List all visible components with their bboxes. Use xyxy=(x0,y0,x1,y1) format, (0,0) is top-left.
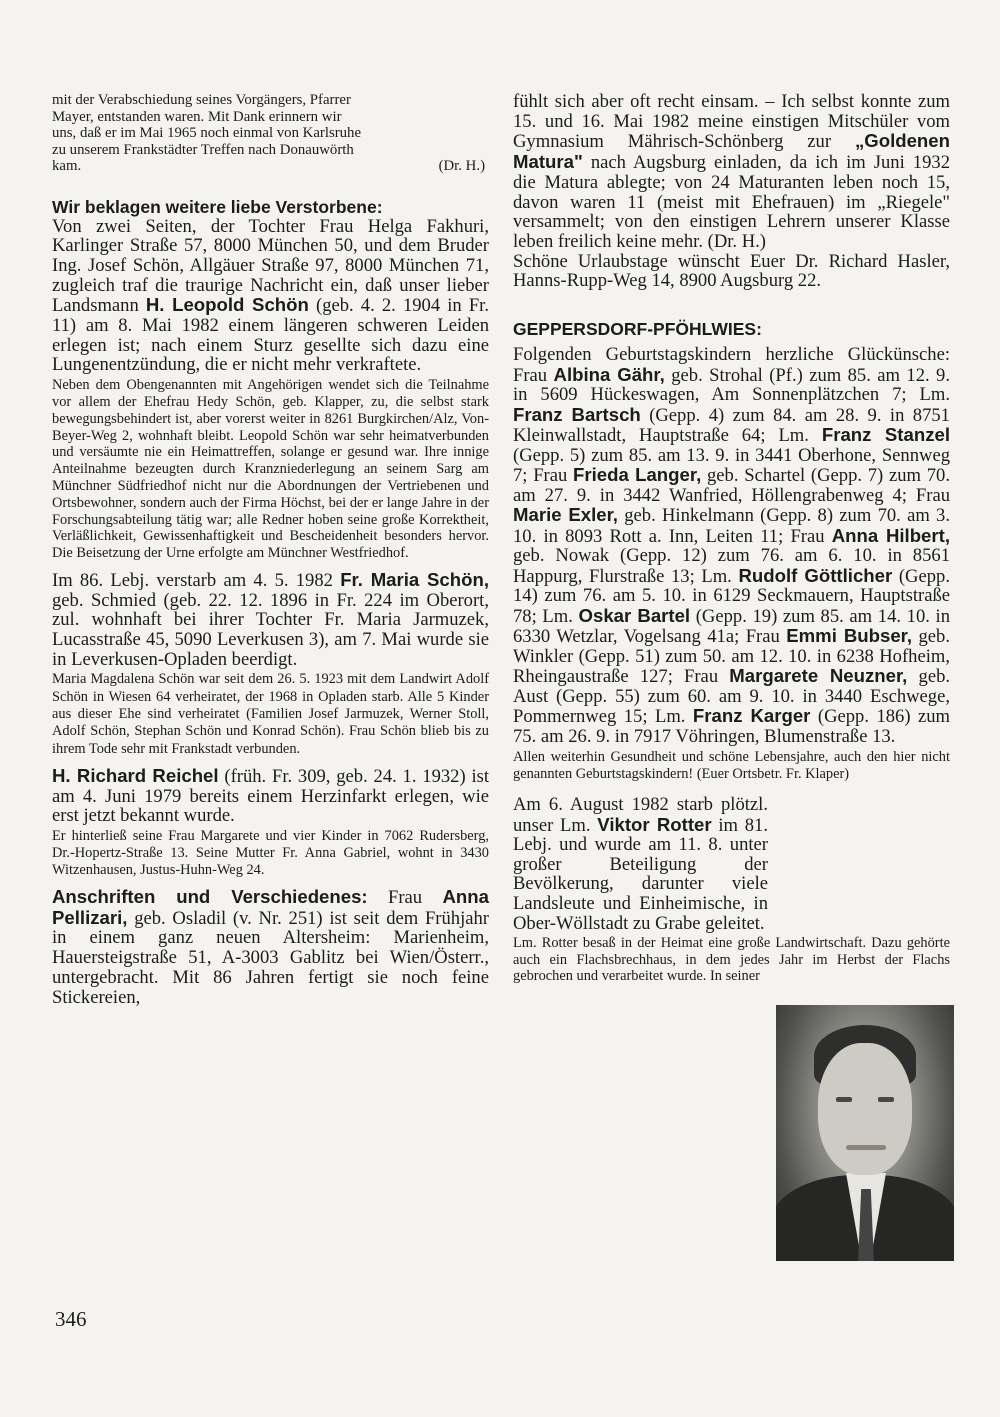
text-line: Mayer, entstanden waren. Mit Dank erinnern wir xyxy=(52,108,342,125)
heading-deceased: Wir beklagen weitere liebe Verstorbene: xyxy=(52,196,383,217)
paragraph-intro xyxy=(52,92,489,175)
person-name: Franz Karger xyxy=(692,705,811,727)
paragraph-birthdays: Folgenden Geburtstagskindern herzliche Glückünsche: Frau Albina Gähr, geb. Strohal (Pf.) zum 85. am 12. 9. in 5609 Hückeswagen, Am Sonnenplätzchen 7; Lm. Franz Bartsch (Gepp. 4) zum 84. am 28. 9. in 8751 Kleinwallstadt, Hauptstraße 64; Lm. Franz Stanzel (Gepp. 5) zum 85. am 13. 9. in 3441 Oberhone, Sennweg 7; Frau Frieda Langer, geb. Schartel (Gepp. 7) zum 70. am 27. 9. in 3442 Wanfried, Höllengrabenweg 4; Frau Marie Exler, geb. Hinkelmann (Gepp. 8) zum 70. am 3. 10. in 8093 Rott a. Inn, Leiten 11; Frau Anna Hilbert, geb. Nowak (Gepp. 12) zum 76. am 6. 10. in 8561 Happurg, Flurstraße 13; Lm. Rudolf Göttlicher (Gepp. 14) zum 76. am 5. 10. in 6129 Seckmauern, Hauptstraße 78; Lm. Oskar Bartel (Gepp. 19) zum 85. am 14. 10. in 6330 Wetzlar, Vogelsang 41a; Frau Emmi Bubser, geb. Winkler (Gepp. 51) zum 50. am 12. 10. in 6238 Hofheim, Rheingaustraße 127; Frau Margarete Neuzner, geb. Aust (Gepp. 55) zum 60. am 9. 10. in 3440 Eschwege, Pommernweg 15; Lm. Franz Karger (Gepp. 186) zum 75. am 26. 9. in 7917 Vöhringen, Blumenstraße 13. xyxy=(513,344,951,747)
text-line: kam. xyxy=(52,158,82,174)
person-name: Emmi Bubser, xyxy=(786,625,913,647)
person-name: Oskar Bartel xyxy=(578,604,691,626)
person-name: H. Leopold Schön xyxy=(145,294,309,316)
text-line: zu unserem Frankstädter Treffen nach Donauwörth xyxy=(52,141,354,158)
page-number: 346 xyxy=(55,1307,87,1331)
paragraph-greetings: Schöne Urlaubstage wünscht Euer Dr. Richard Hasler, Hanns-Rupp-Weg 14, 8900 Augsburg 22. xyxy=(513,250,950,292)
person-name: Franz Stanzel xyxy=(821,424,951,446)
person-name: Anna Hilbert, xyxy=(831,524,950,546)
left-column xyxy=(52,92,489,1007)
paragraph-leopold-details: Neben dem Obengenannten mit Angehörigen wendet sich die Teilnahme vor allem der Ehefrau Hedy Schön, geb. Klapper, zu, die selbst stark bewegungsbehindert ist, aber vorerst weiter in 8261 Burgkirchen/Alz, Von-Beyer-Weg 2, wohnhaft bleibt. Leopold Schön war sehr heimatverbunden und versäumte nie ein Heimattreffen, solange er gesund war. Ihre innige Anteilnahme bezeugten durch Kranzniederlegung an seinem Sarg am Münchner Südfriedhof nicht nur die Abordnungen der Vertriebenen und Ortsbewohner, sondern auch der Firma Höchst, bei der er lange Jahre in der Forschungsabteilung tätig war; alle Redner hoben seine große Korrektheit, Verläßlichkeit, Gewissenhaftigkeit und Bescheidenheit besonders hervor. Die Beisetzung der Urne erfolgte am Münchner Westfriedhof. xyxy=(52,377,489,562)
person-name: Margarete Neuzner, xyxy=(729,665,908,687)
paragraph-rotter-details: Lm. Rotter besaß in der Heimat eine große Landwirtschaft. Dazu gehörte auch ein Flachsbrechhaus, in dem jedes Jahr im Herbst der Flachs gebrochen und verarbeitet wurde. In seiner xyxy=(513,935,950,985)
event-name: „Goldenen Matura" xyxy=(513,130,950,173)
signature: (Dr. H.) xyxy=(438,158,485,174)
paragraph-reichel-details: Er hinterließ seine Frau Margarete und vier Kinder in 7062 Rudersberg, Dr.-Hopertz-Straße 13. Seine Mutter Fr. Anna Gabriel, wohnt in 3430 Witzenhausen, Justus-Huhn-Weg 24. xyxy=(52,828,489,878)
text-line: mit der Verabschiedung seines Vorgängers, Pfarrer xyxy=(52,92,351,108)
section-heading: Anschriften und Verschiedenes: xyxy=(52,886,368,907)
person-name: Franz Bartsch xyxy=(513,403,641,425)
person-name: H. Richard Reichel xyxy=(52,764,219,786)
paragraph-maria: Im 86. Lebj. verstarb am 4. 5. 1982 Fr. Maria Schön, geb. Schmied (geb. 22. 12. 1896 in Fr. 224 im Oberort, zul. wohnhaft bei ihrer Tochter Fr. Maria Jarmuzek, Lucasstraße 45, 5090 Leverkusen 3), am 7. Mai wurde sie in Leverkusen-Opladen beerdigt. xyxy=(52,568,489,670)
paragraph-wishes: Allen weiterhin Gesundheit und schöne Lebensjahre, auch den hier nicht genannten Geburtstagskindern! (Euer Ortsbetr. Fr. Klaper) xyxy=(513,749,950,783)
right-column xyxy=(513,92,950,985)
paragraph-rotter: Am 6. August 1982 starb plötzl. unser Lm. Viktor Rotter im 81. Lebj. und wurde am 11. 8. unter großer Beteiligung der Bevölkerung, darunter viele Landsleute und Einheimische, in Ober-Wöllstadt zu Grabe geleitet. xyxy=(513,794,768,934)
paragraph-addresses: Anschriften und Verschiedenes: Frau Anna Pellizari, geb. Osladil (v. Nr. 251) ist seit dem Frühjahr in einem ganz neuen Altersheim: Marienheim, Hauersteigstraße 51, A-3003 Gablitz bei Wien/Österr., untergebracht. Mit 86 Jahren fertigt sie noch feine Stickereien, xyxy=(52,886,489,1008)
person-name: Fr. Maria Schön, xyxy=(340,568,489,590)
paragraph-reichel: H. Richard Reichel (früh. Fr. 309, geb. 24. 1. 1932) ist am 4. Juni 1979 bereits einem Herzinfarkt erlegen, wie erst jetzt bekannt wurde. xyxy=(52,764,490,827)
obituary-rotter xyxy=(513,795,950,985)
person-name: Frieda Langer, xyxy=(573,464,702,486)
paragraph-leopold: Von zwei Seiten, der Tochter Frau Helga Fakhuri, Karlinger Straße 57, 8000 München 50, und dem Bruder Ing. Josef Schön, Allgäuer Straße 97, 8000 München 71, zugleich traf die traurige Nachricht ein, daß unser lieber Landsmann H. Leopold Schön (geb. 4. 2. 1904 in Fr. 11) am 8. Mai 1982 einem längeren schweren Leiden erlegen ist; nach einem Sturz gesellte sich dazu eine Lungenentzündung, die er nicht mehr verkraftete. xyxy=(52,215,489,376)
paragraph-maria-details: Maria Magdalena Schön war seit dem 26. 5. 1923 mit dem Landwirt Adolf Schön in Wiesen 64 verheiratet, der 1968 in Opladen starb. Alle 5 Kinder aus dieser Ehe sind verheiratet (Familien Josef Jarmuzek, Werner Stoll, Adolf Schön, Stephan Schön und Konrad Schön). Frau Schön blieb bis zu ihrem Tode sehr mit Frankstadt verbunden. xyxy=(52,671,489,757)
portrait-photo xyxy=(776,1005,954,1261)
person-name: Anna Pellizari, xyxy=(52,886,489,928)
text-line: uns, daß er im Mai 1965 noch einmal von Karlsruhe xyxy=(52,125,362,141)
person-name: Rudolf Göttlicher xyxy=(738,564,893,586)
paragraph-matura: fühlt sich aber oft recht einsam. – Ich selbst konnte zum 15. und 16. Mai 1982 meine einstigen Mitschüler vom Gymnasium Mährisch-Schönberg zur „Goldenen Matura" nach Augsburg einladen, da ich im Juni 1932 die Matura ablegte; von 24 Maturanten leben noch 15, davon waren 11 (meist mit Ehefrauen) im „Riegele" versammelt; von den einstigen Lehrern unserer Klasse leben freilich keine mehr. (Dr. H.) xyxy=(513,91,950,252)
person-name: Viktor Rotter xyxy=(597,813,712,835)
person-name: Marie Exler, xyxy=(513,504,618,526)
heading-geppersdorf: GEPPERSDORF-PFÖHLWIES: xyxy=(513,319,762,340)
person-name: Albina Gähr, xyxy=(553,363,665,385)
